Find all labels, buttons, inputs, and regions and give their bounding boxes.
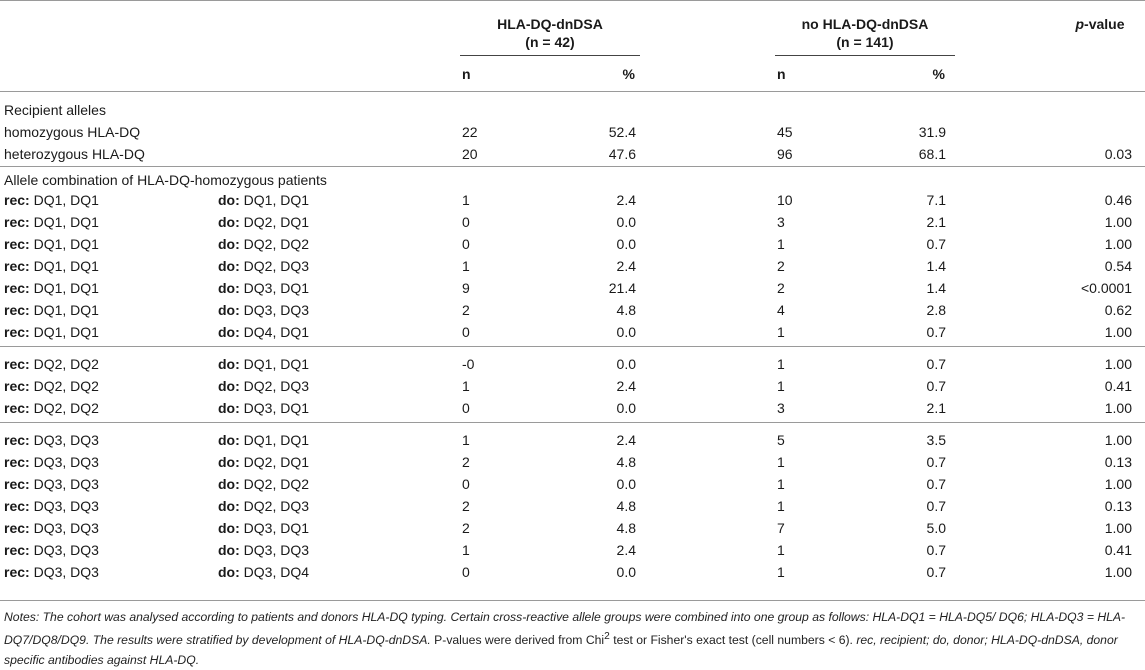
- cell-n1: 1: [462, 542, 470, 558]
- group1-underline: [460, 55, 640, 56]
- cell-n1: 0: [462, 564, 470, 580]
- rec-cell: [4, 235, 99, 253]
- row-label: heterozygous HLA-DQ: [4, 146, 145, 162]
- bottom-rule: [0, 600, 1145, 601]
- cell-pvalue: 0.46: [1104, 192, 1132, 208]
- cell-n1: 0: [462, 214, 470, 230]
- cell-n2: 1: [777, 324, 785, 340]
- top-rule: [0, 0, 1145, 1]
- donor-cell: [218, 563, 309, 581]
- cell-pvalue: 1.00: [1104, 356, 1132, 372]
- cell-n2: 2: [777, 258, 785, 274]
- cell-n1: 1: [462, 432, 470, 448]
- rec-alleles: DQ1, DQ1: [33, 324, 99, 340]
- do-alleles: DQ3, DQ4: [243, 564, 310, 580]
- rec-prefix: rec:: [4, 280, 30, 296]
- cell-n2: 1: [777, 498, 785, 514]
- group2-title: no HLA-DQ-dnDSA: [801, 16, 929, 32]
- notes-text-3: test or Fisher's exact test (cell numbers < 6).: [613, 633, 853, 648]
- group1-title: HLA-DQ-dnDSA: [497, 16, 603, 32]
- donor-cell: [218, 355, 309, 373]
- cell-n1: 1: [462, 192, 470, 208]
- cell-pvalue: 0.62: [1104, 302, 1132, 318]
- section-recipient-alleles: Recipient alleles: [4, 102, 106, 118]
- do-alleles: DQ3, DQ3: [243, 302, 310, 318]
- cell-n2: 4: [777, 302, 785, 318]
- cell-pct2: 0.7: [926, 564, 946, 580]
- cell-pct1: 2.4: [616, 542, 636, 558]
- donor-cell: [218, 519, 309, 537]
- cell-pct1: 4.8: [616, 302, 636, 318]
- rec-alleles: DQ3, DQ3: [33, 454, 99, 470]
- do-alleles: DQ2, DQ1: [243, 214, 310, 230]
- pvalue-header: [1060, 15, 1140, 33]
- donor-cell: [218, 497, 309, 515]
- rec-cell: [4, 323, 99, 341]
- cell-n2: 5: [777, 432, 785, 448]
- group2-underline: [775, 55, 955, 56]
- rec-alleles: DQ3, DQ3: [33, 520, 99, 536]
- cell-n1: 2: [462, 520, 470, 536]
- cell-n1: 0: [462, 476, 470, 492]
- do-alleles: DQ2, DQ3: [243, 378, 310, 394]
- cell-pct2: 7.1: [926, 192, 946, 208]
- col-pct-1: %: [622, 66, 635, 82]
- col-n-2: n: [777, 66, 786, 82]
- group-rule: [0, 422, 1145, 423]
- rec-cell: [4, 475, 99, 493]
- do-alleles: DQ2, DQ2: [243, 236, 310, 252]
- do-alleles: DQ2, DQ1: [243, 454, 310, 470]
- cell-pct2: 0.7: [926, 324, 946, 340]
- notes-sup: 2: [604, 631, 610, 642]
- section-rule: [0, 166, 1145, 167]
- cell-n2: 1: [777, 564, 785, 580]
- rec-alleles: DQ1, DQ1: [33, 214, 99, 230]
- rec-cell: [4, 301, 99, 319]
- do-alleles: DQ3, DQ3: [243, 542, 310, 558]
- cell-pvalue: 0.13: [1104, 454, 1132, 470]
- cell-n2: 96: [777, 146, 793, 162]
- rec-alleles: DQ1, DQ1: [33, 280, 99, 296]
- rec-alleles: DQ1, DQ1: [33, 236, 99, 252]
- cell-pct2: 0.7: [926, 236, 946, 252]
- rec-alleles: DQ3, DQ3: [33, 542, 99, 558]
- cell-pct1: 2.4: [616, 258, 636, 274]
- rec-cell: [4, 541, 99, 559]
- notes-text-2: P-values were derived from Chi: [434, 633, 605, 648]
- group1-header: [460, 15, 640, 51]
- do-prefix: do:: [218, 192, 240, 208]
- group2-header: [775, 15, 955, 51]
- do-alleles: DQ3, DQ1: [243, 400, 310, 416]
- do-alleles: DQ3, DQ1: [243, 280, 310, 296]
- rec-prefix: rec:: [4, 302, 30, 318]
- rec-cell: [4, 279, 99, 297]
- donor-cell: [218, 399, 309, 417]
- cell-pct1: 4.8: [616, 454, 636, 470]
- col-n-1: n: [462, 66, 471, 82]
- rec-prefix: rec:: [4, 476, 30, 492]
- cell-pct2: 0.7: [926, 498, 946, 514]
- cell-pct2: 31.9: [918, 124, 946, 140]
- rec-prefix: rec:: [4, 400, 30, 416]
- cell-n2: 7: [777, 520, 785, 536]
- rec-alleles: DQ2, DQ2: [33, 378, 99, 394]
- rec-alleles: DQ3, DQ3: [33, 476, 99, 492]
- cell-n1: 20: [462, 146, 478, 162]
- cell-pvalue: <0.0001: [1081, 280, 1132, 296]
- donor-cell: [218, 323, 309, 341]
- cell-n2: 1: [777, 476, 785, 492]
- cell-pct2: 3.5: [926, 432, 946, 448]
- cell-n2: 1: [777, 542, 785, 558]
- cell-pct1: 0.0: [616, 356, 636, 372]
- donor-cell: [218, 377, 309, 395]
- do-prefix: do:: [218, 258, 240, 274]
- rec-alleles: DQ3, DQ3: [33, 498, 99, 514]
- cell-n1: -0: [462, 356, 475, 372]
- do-alleles: DQ2, DQ3: [243, 258, 310, 274]
- group-rule: [0, 346, 1145, 347]
- col-pct-2: %: [932, 66, 945, 82]
- rec-prefix: rec:: [4, 356, 30, 372]
- rec-alleles: DQ2, DQ2: [33, 356, 99, 372]
- cell-pvalue: 0.13: [1104, 498, 1132, 514]
- cell-n1: 2: [462, 302, 470, 318]
- rec-prefix: rec:: [4, 564, 30, 580]
- cell-pvalue: 0.03: [1104, 146, 1132, 162]
- rec-alleles: DQ3, DQ3: [33, 432, 99, 448]
- rec-prefix: rec:: [4, 498, 30, 514]
- rec-prefix: rec:: [4, 236, 30, 252]
- do-alleles: DQ1, DQ1: [243, 356, 310, 372]
- do-prefix: do:: [218, 564, 240, 580]
- cell-pct2: 1.4: [926, 258, 946, 274]
- do-alleles: DQ1, DQ1: [243, 432, 310, 448]
- cell-pvalue: 1.00: [1104, 564, 1132, 580]
- cell-pvalue: 1.00: [1104, 324, 1132, 340]
- donor-cell: [218, 279, 309, 297]
- cell-pct2: 0.7: [926, 378, 946, 394]
- cell-n1: 2: [462, 498, 470, 514]
- cell-n1: 1: [462, 258, 470, 274]
- header-rule: [0, 91, 1145, 92]
- cell-pct1: 0.0: [616, 214, 636, 230]
- cell-n1: 22: [462, 124, 478, 140]
- cell-pct1: 0.0: [616, 476, 636, 492]
- do-prefix: do:: [218, 400, 240, 416]
- do-prefix: do:: [218, 432, 240, 448]
- cell-n2: 10: [777, 192, 793, 208]
- cell-n1: 1: [462, 378, 470, 394]
- do-prefix: do:: [218, 520, 240, 536]
- cell-pvalue: 1.00: [1104, 236, 1132, 252]
- rec-cell: [4, 257, 99, 275]
- donor-cell: [218, 257, 309, 275]
- rec-prefix: rec:: [4, 378, 30, 394]
- rec-cell: [4, 355, 99, 373]
- cell-n1: 9: [462, 280, 470, 296]
- group1-count: (n = 42): [525, 34, 575, 50]
- cell-pvalue: 1.00: [1104, 400, 1132, 416]
- donor-cell: [218, 213, 309, 231]
- rec-prefix: rec:: [4, 214, 30, 230]
- do-alleles: DQ2, DQ2: [243, 476, 310, 492]
- rec-prefix: rec:: [4, 542, 30, 558]
- do-alleles: DQ3, DQ1: [243, 520, 310, 536]
- cell-pct1: 21.4: [608, 280, 636, 296]
- table-notes: [4, 607, 1142, 670]
- cell-n2: 3: [777, 400, 785, 416]
- cell-pct1: 47.6: [608, 146, 636, 162]
- rec-alleles: DQ1, DQ1: [33, 258, 99, 274]
- pvalue-label-p: p: [1075, 16, 1085, 32]
- rec-prefix: rec:: [4, 192, 30, 208]
- cell-pct2: 0.7: [926, 542, 946, 558]
- rec-cell: [4, 377, 99, 395]
- group2-count: (n = 141): [836, 34, 894, 50]
- do-prefix: do:: [218, 236, 240, 252]
- cell-n2: 1: [777, 378, 785, 394]
- cell-pvalue: 0.41: [1104, 542, 1132, 558]
- cell-pvalue: 0.41: [1104, 378, 1132, 394]
- do-prefix: do:: [218, 324, 240, 340]
- cell-n2: 45: [777, 124, 793, 140]
- do-prefix: do:: [218, 302, 240, 318]
- cell-pct1: 2.4: [616, 192, 636, 208]
- do-prefix: do:: [218, 356, 240, 372]
- do-prefix: do:: [218, 542, 240, 558]
- cell-pct2: 2.8: [926, 302, 946, 318]
- cell-n1: 0: [462, 324, 470, 340]
- rec-prefix: rec:: [4, 258, 30, 274]
- cell-n1: 0: [462, 236, 470, 252]
- donor-cell: [218, 191, 309, 209]
- cell-n2: 1: [777, 236, 785, 252]
- cell-pct2: 5.0: [926, 520, 946, 536]
- rec-cell: [4, 453, 99, 471]
- cell-pct2: 1.4: [926, 280, 946, 296]
- do-prefix: do:: [218, 214, 240, 230]
- do-prefix: do:: [218, 280, 240, 296]
- cell-pvalue: 1.00: [1104, 214, 1132, 230]
- cell-pct2: 0.7: [926, 356, 946, 372]
- cell-pvalue: 1.00: [1104, 432, 1132, 448]
- rec-prefix: rec:: [4, 432, 30, 448]
- rec-cell: [4, 399, 99, 417]
- rec-prefix: rec:: [4, 520, 30, 536]
- rec-cell: [4, 519, 99, 537]
- cell-pct1: 0.0: [616, 236, 636, 252]
- cell-pct1: 2.4: [616, 432, 636, 448]
- cell-pct1: 4.8: [616, 520, 636, 536]
- cell-pct2: 2.1: [926, 214, 946, 230]
- rec-cell: [4, 191, 99, 209]
- cell-n1: 0: [462, 400, 470, 416]
- donor-cell: [218, 431, 309, 449]
- rec-alleles: DQ2, DQ2: [33, 400, 99, 416]
- do-prefix: do:: [218, 378, 240, 394]
- donor-cell: [218, 541, 309, 559]
- do-alleles: DQ2, DQ3: [243, 498, 310, 514]
- cell-n2: 1: [777, 356, 785, 372]
- donor-cell: [218, 235, 309, 253]
- donor-cell: [218, 301, 309, 319]
- do-alleles: DQ1, DQ1: [243, 192, 310, 208]
- cell-pct2: 0.7: [926, 476, 946, 492]
- rec-alleles: DQ3, DQ3: [33, 564, 99, 580]
- rec-cell: [4, 497, 99, 515]
- rec-cell: [4, 213, 99, 231]
- cell-n2: 3: [777, 214, 785, 230]
- cell-pvalue: 1.00: [1104, 476, 1132, 492]
- cell-pct1: 2.4: [616, 378, 636, 394]
- section-allele-combination: Allele combination of HLA-DQ-homozygous patients: [4, 172, 327, 188]
- notes-text-1: Notes: The cohort was analysed according to patients and donors HLA-DQ typing. Certain cross-reactive allele groups were combined into one group as follows: HLA-DQ1 = HLA-DQ5/ DQ6; HLA-DQ3 = HLA-DQ7/DQ8/DQ9. The results were stratified by development of HLA-DQ-dnDSA.: [4, 610, 1126, 648]
- cell-pct2: 0.7: [926, 454, 946, 470]
- do-prefix: do:: [218, 498, 240, 514]
- rec-cell: [4, 431, 99, 449]
- cell-pct1: 52.4: [608, 124, 636, 140]
- cell-pct2: 2.1: [926, 400, 946, 416]
- cell-pvalue: 0.54: [1104, 258, 1132, 274]
- cell-pct1: 0.0: [616, 400, 636, 416]
- rec-prefix: rec:: [4, 324, 30, 340]
- pvalue-label-rest: -value: [1084, 16, 1125, 32]
- cell-pct1: 0.0: [616, 324, 636, 340]
- cell-pct1: 4.8: [616, 498, 636, 514]
- row-label: homozygous HLA-DQ: [4, 124, 141, 140]
- rec-alleles: DQ1, DQ1: [33, 192, 99, 208]
- do-alleles: DQ4, DQ1: [243, 324, 310, 340]
- donor-cell: [218, 453, 309, 471]
- cell-pvalue: 1.00: [1104, 520, 1132, 536]
- cell-n2: 2: [777, 280, 785, 296]
- cell-pct2: 68.1: [918, 146, 946, 162]
- notes-text-4: rec, recipient; do, donor; HLA-DQ-dnDSA, donor specific antibodies against HLA-DQ.: [4, 633, 1118, 668]
- donor-cell: [218, 475, 309, 493]
- cell-pct1: 0.0: [616, 564, 636, 580]
- cell-n2: 1: [777, 454, 785, 470]
- do-prefix: do:: [218, 476, 240, 492]
- rec-prefix: rec:: [4, 454, 30, 470]
- rec-cell: [4, 563, 99, 581]
- cell-n1: 2: [462, 454, 470, 470]
- rec-alleles: DQ1, DQ1: [33, 302, 99, 318]
- do-prefix: do:: [218, 454, 240, 470]
